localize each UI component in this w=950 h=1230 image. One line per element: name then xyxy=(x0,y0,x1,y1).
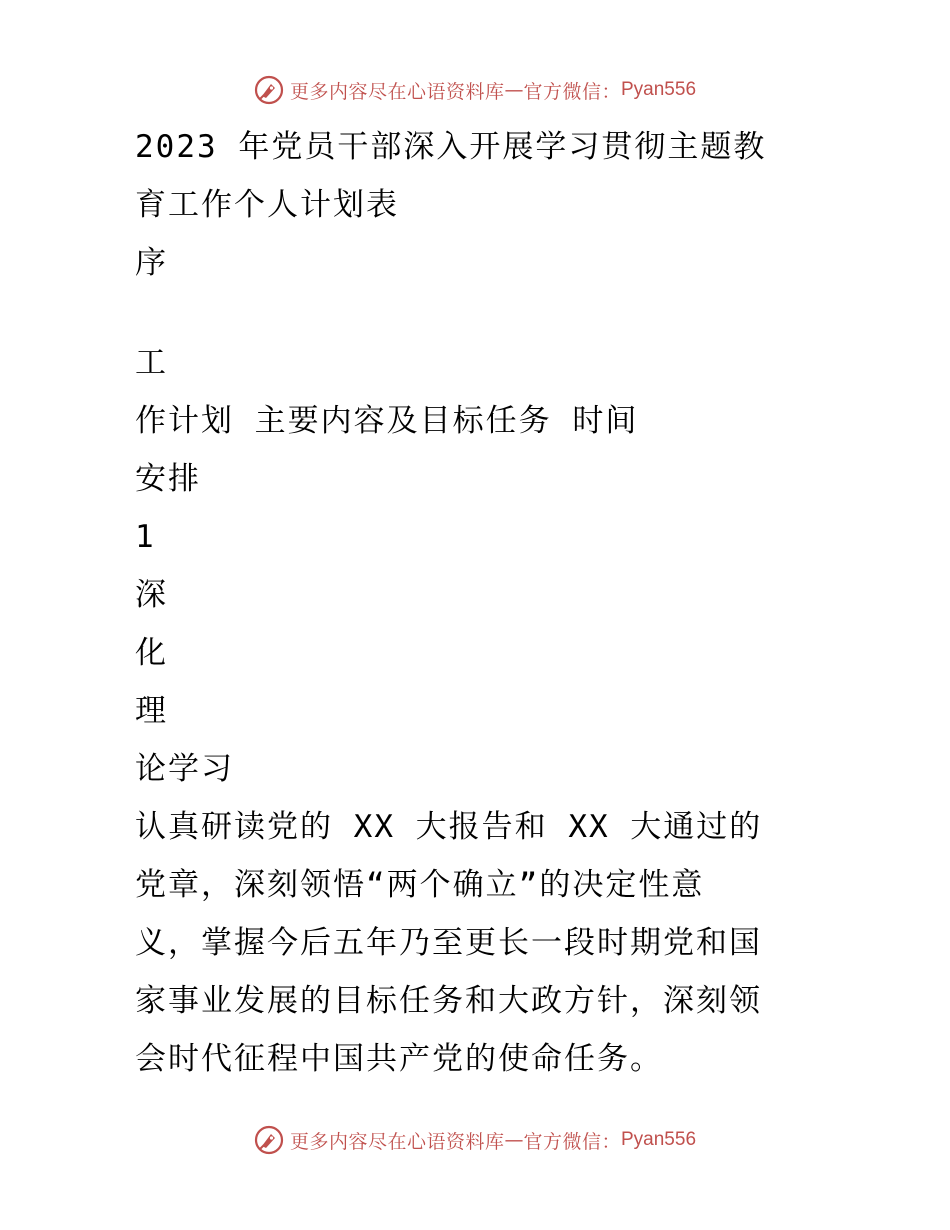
row-1-plan-line: 理 xyxy=(135,693,168,729)
watermark-handle: Pyan556 xyxy=(621,79,697,100)
header-time-2: 安排 xyxy=(135,461,201,497)
row-1-plan-line: 论学习 xyxy=(135,751,234,787)
row-1-number: 1 xyxy=(135,519,156,555)
watermark-official-text: 官方微信： xyxy=(523,1130,621,1153)
title-line-1: 2023 年党员干部深入开展学习贯彻主题教 xyxy=(135,129,767,165)
row-1-content-line: 会时代征程中国共产党的使命任务。 xyxy=(135,1041,663,1077)
row-1-content-line: 家事业发展的目标任务和大政方针，深刻领 xyxy=(135,983,762,1019)
spacer xyxy=(135,292,795,334)
watermark-site-text: 更多内容尽在心语资料库 xyxy=(289,1130,505,1153)
pen-nib-logo-icon xyxy=(254,1125,284,1155)
watermark-separator: — xyxy=(504,79,524,101)
row-1-content-line: 认真研读党的 XX 大报告和 XX 大通过的 xyxy=(135,809,763,845)
pen-nib-logo-icon xyxy=(254,75,284,105)
row-1-content-line: 义，掌握今后五年乃至更长一段时期党和国 xyxy=(135,925,762,961)
document-body xyxy=(135,118,795,1088)
header-seq: 序 xyxy=(135,245,168,281)
header-work-1: 工 xyxy=(135,345,168,381)
watermark-handle: Pyan556 xyxy=(621,1129,697,1150)
watermark-official-text: 官方微信： xyxy=(523,80,621,103)
header-work-2: 作计划 主要内容及目标任务 时间 xyxy=(135,403,639,439)
row-1-content-line: 党章，深刻领悟“两个确立”的决定性意 xyxy=(135,867,705,903)
watermark-separator: — xyxy=(504,1129,524,1151)
header-watermark xyxy=(0,70,950,110)
row-1-plan-line: 化 xyxy=(135,635,168,671)
footer-watermark xyxy=(0,1120,950,1160)
title-line-2: 育工作个人计划表 xyxy=(135,187,399,223)
row-1-plan-line: 深 xyxy=(135,577,168,613)
watermark-site-text: 更多内容尽在心语资料库 xyxy=(289,80,505,103)
